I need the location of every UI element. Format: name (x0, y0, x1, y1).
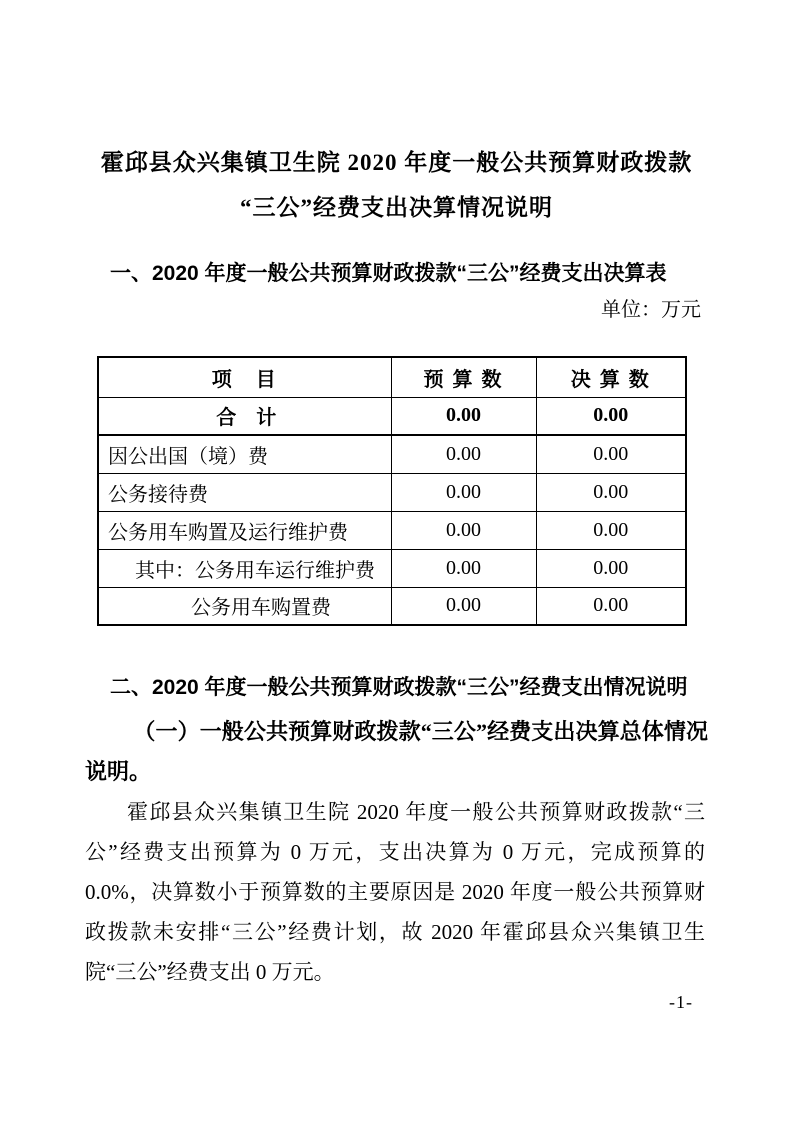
table-row (98, 435, 686, 473)
column-header-item: 项 目 (98, 357, 391, 397)
item-label-cell: 其中：公务用车运行维护费 (98, 549, 391, 587)
table-row (98, 511, 686, 549)
item-label-cell: 合 计 (98, 397, 391, 435)
final-value-cell: 0.00 (536, 435, 686, 473)
explanation-paragraph: 霍邱县众兴集镇卫生院 2020 年度一般公共预算财政拨款“三公”经费支出预算为 0 万元，支出决算为 0 万元，完成预算的 0.0%，决算数小于预算数的主要原因是 2020 年度一般公共预算财政拨款未安排“三公”经费计划，故 2020 年霍邱县众兴集镇卫生院“三公”经费支出 0 万元。 (85, 800, 705, 984)
document-title-line1: 霍邱县众兴集镇卫生院 2020 年度一般公共预算财政拨款 (100, 150, 693, 175)
table-row (98, 397, 686, 435)
budget-value-cell: 0.00 (391, 473, 536, 511)
final-value-cell: 0.00 (536, 587, 686, 625)
budget-value-cell: 0.00 (391, 511, 536, 549)
table-row (98, 549, 686, 587)
column-header-budget: 预 算 数 (391, 357, 536, 397)
final-value-cell: 0.00 (536, 397, 686, 435)
column-header-final: 决 算 数 (536, 357, 686, 397)
final-value-cell: 0.00 (536, 549, 686, 587)
budget-value-cell: 0.00 (391, 435, 536, 473)
expense-table-header (98, 357, 686, 397)
budget-value-cell: 0.00 (391, 549, 536, 587)
unit-label: 单位：万元 (601, 299, 701, 321)
section2-heading: 二、2020 年度一般公共预算财政拨款“三公”经费支出情况说明 (110, 676, 688, 699)
final-value-cell: 0.00 (536, 473, 686, 511)
expense-table-body (98, 397, 686, 625)
budget-value-cell: 0.00 (391, 587, 536, 625)
page-number: -1- (669, 992, 693, 1012)
final-value-cell: 0.00 (536, 511, 686, 549)
table-header-row (98, 357, 686, 397)
table-row (98, 587, 686, 625)
item-label-cell: 公务用车购置及运行维护费 (98, 511, 391, 549)
item-label-cell: 公务接待费 (98, 473, 391, 511)
table-row (98, 473, 686, 511)
subsection-heading: （一）一般公共预算财政拨款“三公”经费支出决算总体情况说明。 (85, 719, 708, 784)
section1-heading: 一、2020 年度一般公共预算财政拨款“三公”经费支出决算表 (110, 262, 667, 285)
budget-value-cell: 0.00 (391, 397, 536, 435)
document-title-line2: “三公”经费支出决算情况说明 (240, 195, 553, 220)
item-label-cell: 公务用车购置费 (98, 587, 391, 625)
document-title (60, 140, 733, 230)
item-label-cell: 因公出国（境）费 (98, 435, 391, 473)
expense-table (97, 356, 687, 626)
